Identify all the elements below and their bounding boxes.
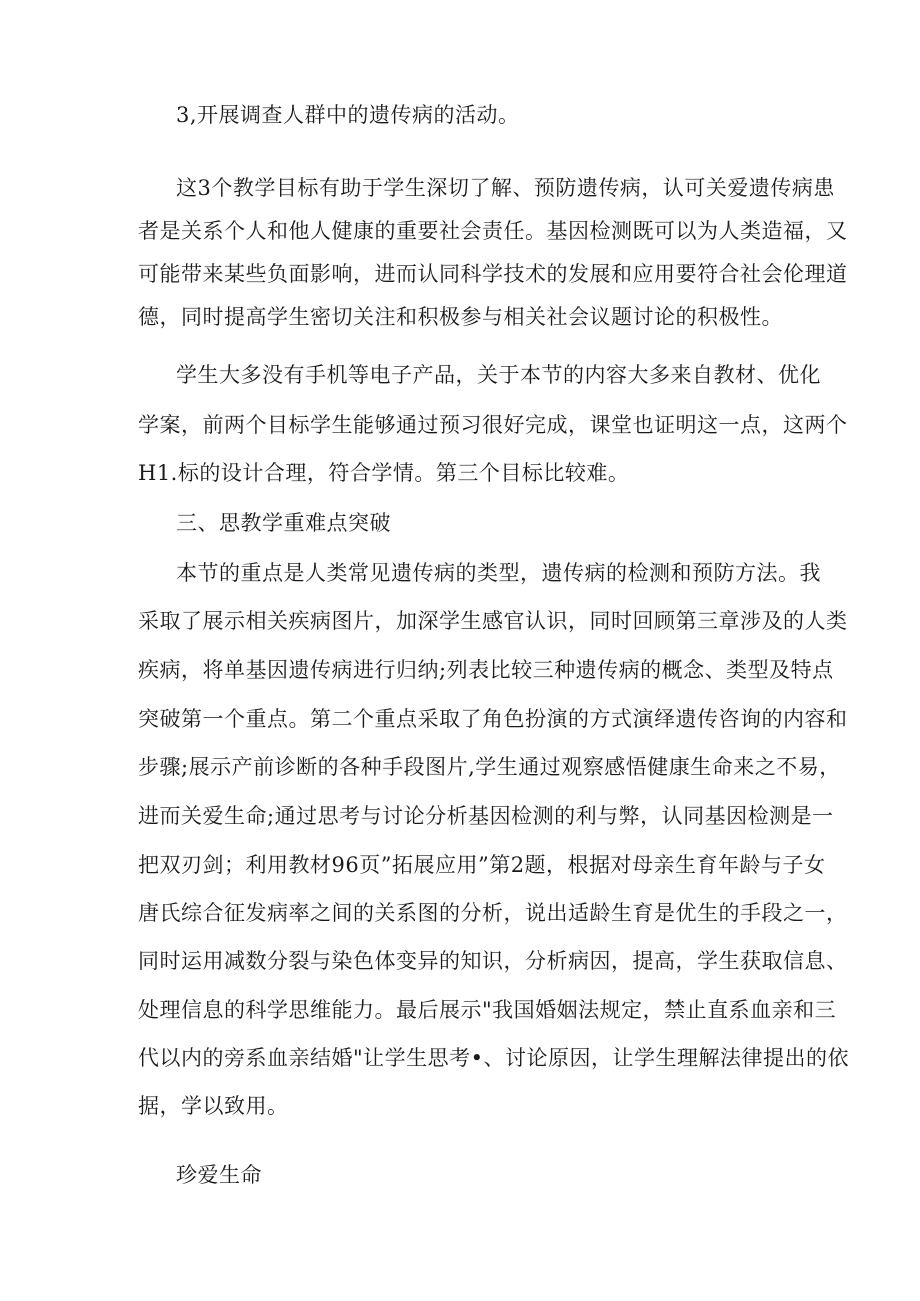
paragraph-3-line-5: 步骤;展示产前诊断的各种手段图片,学生通过观察感悟健康生命来之不易， [138,755,841,779]
closing-heading: 珍爱生命 [176,1163,262,1187]
paragraph-3-line-10: 处理信息的科学思维能力。最后展示"我国婚姻法规定，禁止直系血亲和三 [138,998,837,1022]
paragraph-3-line-7: 把双刃剑；利用教材96页”拓展应用”第2题，根据对母亲生育年龄与子女 [138,853,826,877]
paragraph-3-line-12: 据，学以致用。 [138,1094,289,1118]
paragraph-3-line-6: 进而关爱生命;通过思考与讨论分析基因检测的利与弊，认同基因检测是一 [138,804,834,828]
paragraph-3-line-3: 疾病，将单基因遗传病进行归纳;列表比较三种遗传病的概念、类型及特点 [138,658,834,682]
paragraph-3-line-11: 代以内的旁系血亲结婚"让学生思考•、讨论原因，让学生理解法律提出的依 [138,1046,850,1070]
paragraph-3-line-2: 采取了展示相关疾病图片，加深学生感官认识，同时回顾第三章涉及的人类 [138,609,848,633]
paragraph-3-line-1: 本节的重点是人类常见遗传病的类型，遗传病的检测和预防方法。我 [176,561,821,585]
paragraph-2-line-3: H1.标的设计合理，符合学情。第三个目标比较难。 [138,461,630,485]
paragraph-1-line-3: 可能带来某些负面影响，进而认同科学技术的发展和应用要符合社会伦理道 [138,262,848,286]
paragraph-2-line-1: 学生大多没有手机等电子产品，关于本节的内容大多来自教材、优化 [176,363,821,387]
paragraph-3-line-9: 同时运用减数分裂与染色体变异的知识，分析病因，提高，学生获取信息、 [138,949,848,973]
objective-item-3: 3,开展调查人群中的遗传病的活动。 [176,103,520,127]
paragraph-1-line-4: 德，同时提高学生密切关注和积极参与相关社会议题讨论的积极性。 [138,305,783,329]
section-heading: 三、思教学重难点突破 [176,511,391,535]
paragraph-3-line-4: 突破第一个重点。第二个重点采取了角色扮演的方式演绎遗传咨询的内容和 [138,707,848,731]
paragraph-3-line-8: 唐氏综合征发病率之间的关系图的分析，说出适龄生育是优生的手段之一， [138,901,848,925]
paragraph-1-line-2: 者是关系个人和他人健康的重要社会责任。基因检测既可以为人类造福，又 [138,219,848,243]
paragraph-1-line-1: 这3个教学目标有助于学生深切了解、预防遗传病，认可关爱遗传病患 [176,176,835,200]
paragraph-2-line-2: 学案，前两个目标学生能够通过预习很好完成，课堂也证明这一点，这两个 [138,413,848,437]
